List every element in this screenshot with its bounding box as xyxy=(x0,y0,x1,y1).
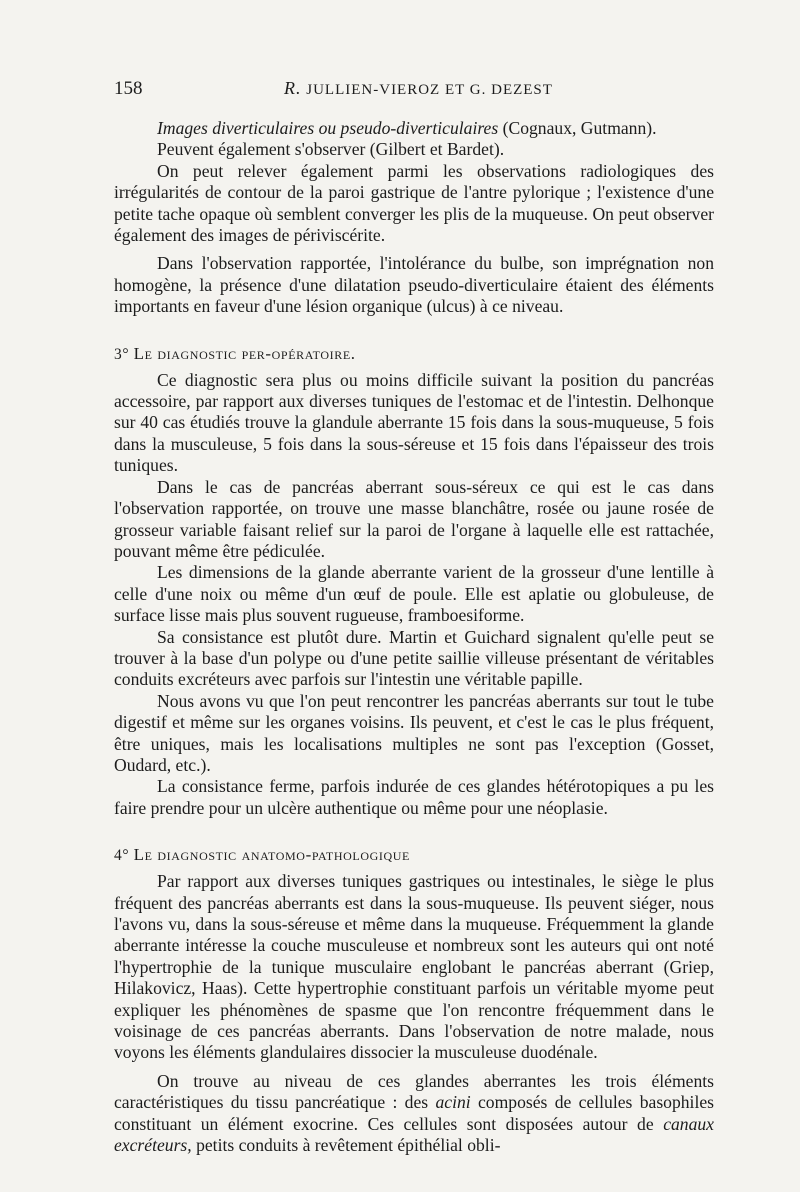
paragraph: Par rapport aux diverses tuniques gastriques ou intestinales, le siège le plus fréquent des pancréas aberrants est dans la sous-muqueuse. Ils peuvent siéger, nous l'avons vu, dans la sous-séreuse et même dans la muqueuse. Fréquemment la glande aberrante intéresse la couche musculeuse et nombreux sont les auteurs qui ont noté l'hypertrophie de la tunique musculaire englobant le pancréas aberrant (Griep, Hilakovicz, Haas). Cette hypertrophie constituant parfois un véritable myome peut expliquer les phénomènes de spasme que l'on rencontre fréquemment dans le voisinage de ces pancréas aberrants. Dans l'observation de notre malade, nous voyons les éléments glandulaires dissocier la musculeuse duodénale. xyxy=(114,871,714,1063)
running-head-initial: R. xyxy=(284,78,302,98)
paragraph: Les dimensions de la glande aberrante varient de la grosseur d'une lentille à celle d'une noix ou même d'un œuf de poule. Elle est aplatie ou globuleuse, de surface lisse mais plus souvent rugueuse, framboesiforme. xyxy=(114,562,714,626)
paragraph-images-diverticulaires: Images diverticulaires ou pseudo-diverticulaires (Cognaux, Gutmann). xyxy=(157,118,657,138)
paragraph-acini: On trouve au niveau de ces glandes aberrantes les trois éléments caractéristiques du tissu pancréatique : des acini composés de cellules basophiles constituant un élément exocrine. Ces cellules sont disposées autour de canaux excréteurs, petits conduits à revêtement épithélial obli- xyxy=(114,1070,714,1156)
paragraph: Dans le cas de pancréas aberrant sous-séreux ce qui est le cas dans l'observation rapportée, on trouve une masse blanchâtre, rosée ou jaune rosée de grosseur variable faisant relief sur la paroi de l'organe à laquelle elle est rattachée, pouvant même être pédiculée. xyxy=(114,476,714,561)
running-head-authors: JULLIEN-VIEROZ ET G. DEZEST xyxy=(306,82,553,98)
paragraph: Peuvent également s'observer (Gilbert et Bardet). xyxy=(157,139,505,160)
section-heading-4: 4° Le diagnostic anatomo-pathologique xyxy=(114,845,410,865)
paragraph: Sa consistance est plutôt dure. Martin et Guichard signalent qu'elle peut se trouver à la base d'un polype ou d'une petite saillie villeuse présentant de véritables conduits excréteurs avec parfois sur l'intestin une véritable papille. xyxy=(114,626,714,690)
page-number: 158 xyxy=(114,78,143,99)
paragraph: Nous avons vu que l'on peut rencontrer les pancréas aberrants sur tout le tube digestif et même sur les organes voisins. Ils peuvent, et c'est le cas le plus fréquent, être uniques, mais les localisations multiples ne sont pas l'exception (Gosset, Oudard, etc.). xyxy=(114,690,714,775)
paragraph: Ce diagnostic sera plus ou moins difficile suivant la position du pancréas accessoire, par rapport aux diverses tuniques de l'estomac et de l'intestin. Delhonque sur 40 cas étudiés trouve la glandule aberrante 15 fois dans la sous-muqueuse, 5 fois dans la musculeuse, 5 fois dans la sous-séreuse et 15 fois dans l'épaisseur des trois tuniques. xyxy=(114,369,714,476)
page-header xyxy=(114,78,714,104)
page-body xyxy=(114,118,714,1156)
section-heading-3: 3° Le diagnostic per-opératoire. xyxy=(114,343,356,363)
paragraph: La consistance ferme, parfois indurée de ces glandes hétérotopiques a pu les faire prendre pour un ulcère authentique ou même pour une néoplasie. xyxy=(114,776,714,818)
italic-term: Images diverticulaires ou pseudo-diverticulaires xyxy=(157,118,499,138)
paragraph: On peut relever également parmi les observations radiologiques des irrégularités de contour de la paroi gastrique de l'antre pylorique ; l'existence d'une petite tache opaque où semblent converger les plis de la muqueuse. On peut observer également des images de périviscérite. xyxy=(114,160,714,246)
running-head xyxy=(284,78,553,99)
paragraph: Dans l'observation rapportée, l'intolérance du bulbe, son imprégnation non homogène, la présence d'une dilatation pseudo-diverticulaire étaient des éléments importants en faveur d'une lésion organique (ulcus) à ce niveau. xyxy=(114,253,714,317)
